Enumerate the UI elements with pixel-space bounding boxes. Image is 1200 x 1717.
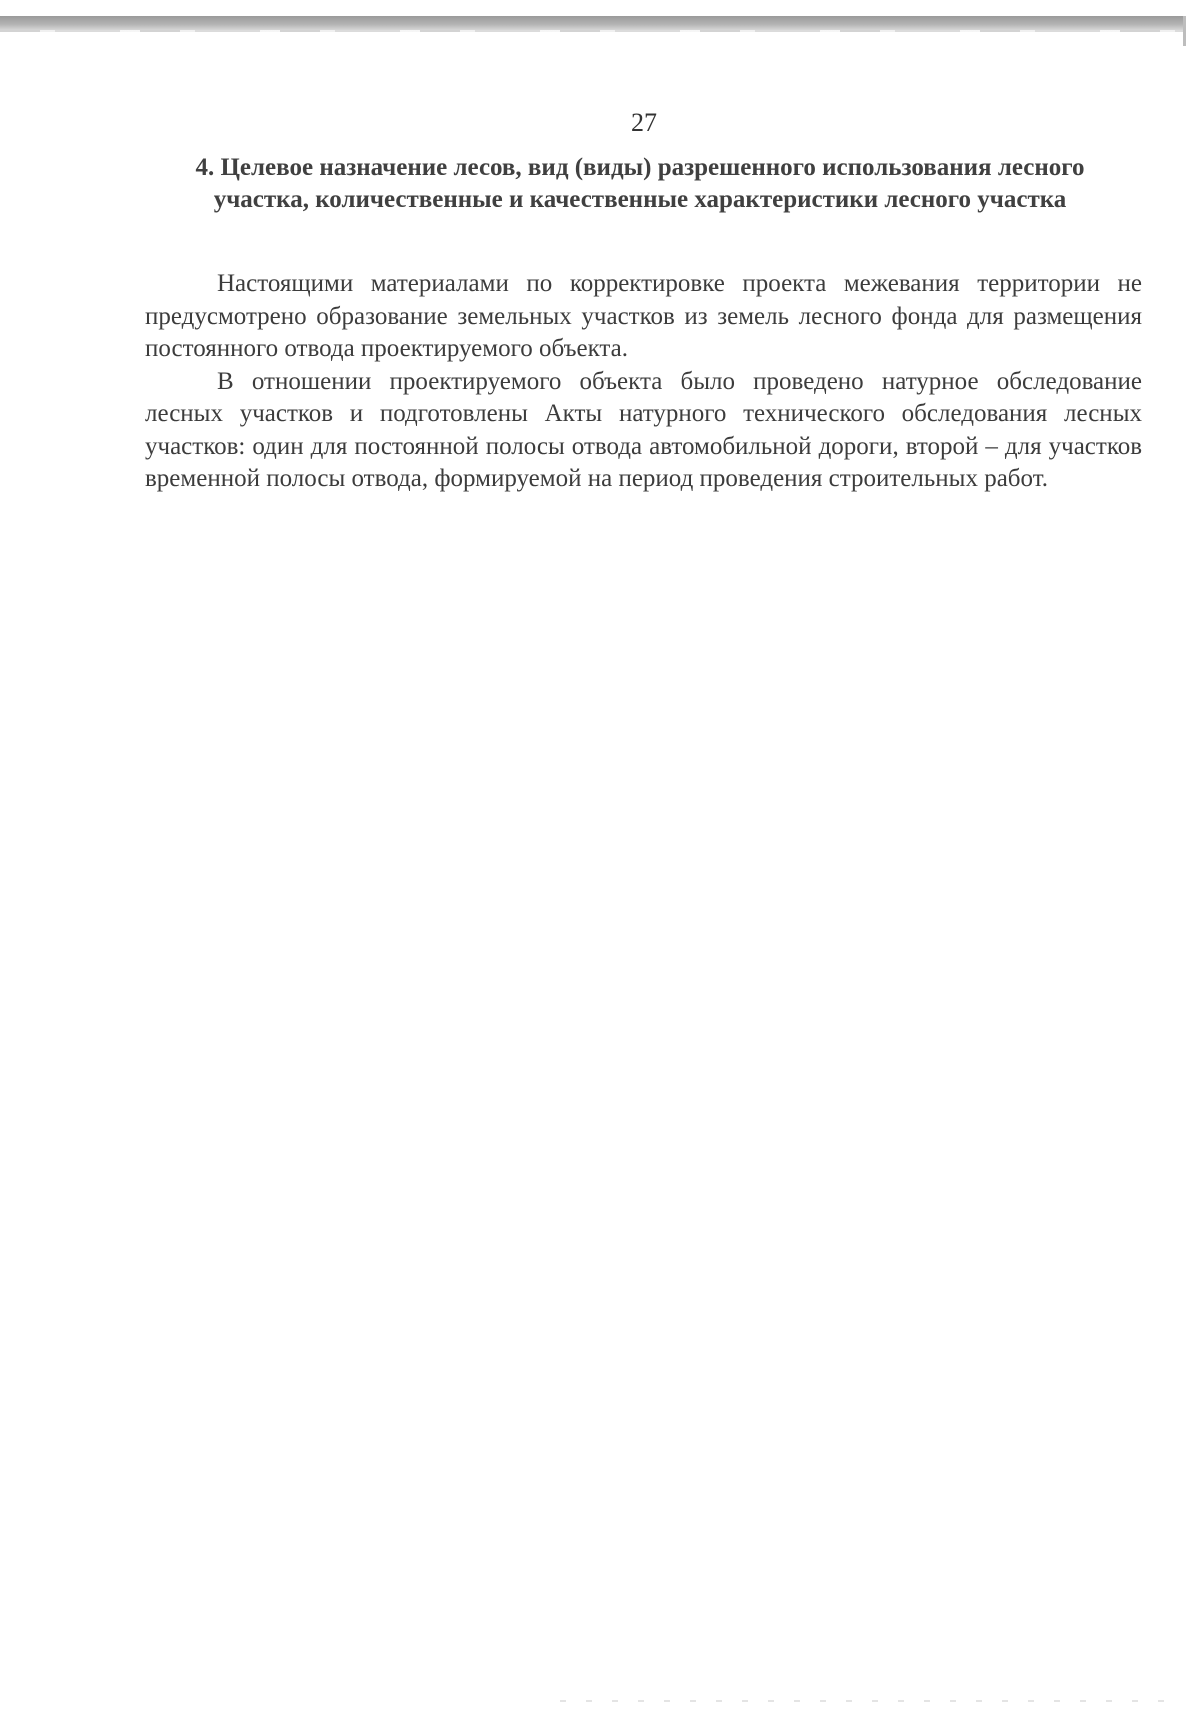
page-number: 27 [631,108,657,137]
section-heading: 4. Целевое назначение лесов, вид (виды) разрешенного использования лесного участка, количественные и качественные характеристики лесного участка [195,154,1085,213]
body-text [145,268,1142,496]
paragraph: Настоящими материалами по корректировке проекта межевания территории не предусмотрено образование земельных участков из земель лесного фонда для размещения постоянного отвода проектируемого объекта. [145,270,1142,362]
scan-bottom-noise [560,1700,1180,1702]
scan-border-top [0,16,1186,30]
paragraph: В отношении проектируемого объекта было проведено натурное обследование лесных участков и подготовлены Акты натурного технического обследования лесных участков: один для постоянной полосы отвода автомобильной дороги, второй – для участков временной полосы отвода, формируемой на период проведения строительных работ. [145,367,1142,492]
scan-border-right [1183,16,1186,46]
scan-edge-noise [0,30,1186,32]
